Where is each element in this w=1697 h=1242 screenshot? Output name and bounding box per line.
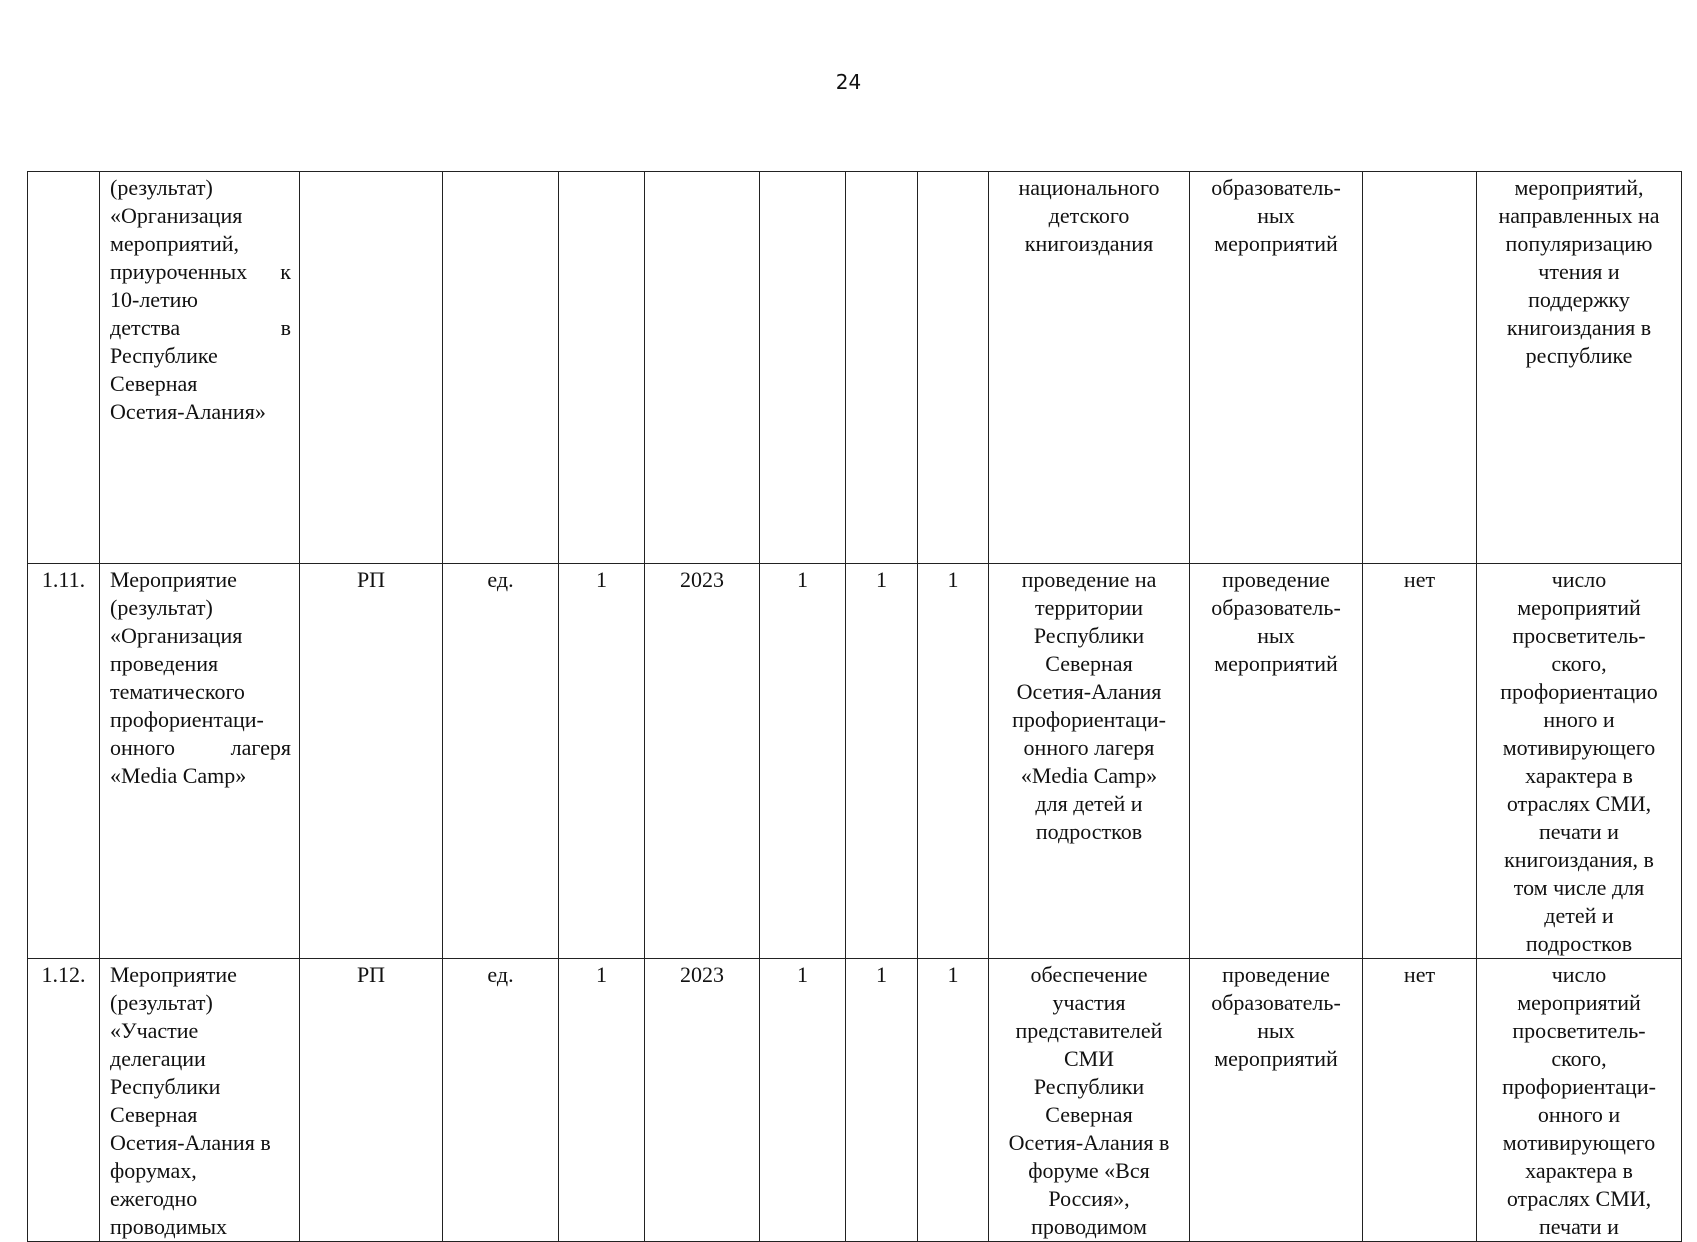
text-line: «Организация bbox=[110, 623, 243, 648]
text-line: «Организация bbox=[110, 203, 243, 228]
text-line: форумах, bbox=[110, 1158, 197, 1183]
cell-value-2025: 1 bbox=[846, 959, 918, 1242]
cell-description bbox=[989, 564, 1190, 959]
text-line: мотивирующего bbox=[1502, 1130, 1656, 1155]
text-line: образователь- bbox=[1211, 595, 1341, 620]
cell-value-2025: 1 bbox=[846, 564, 918, 959]
text-line: проведение bbox=[1222, 567, 1330, 592]
text-line: (результат) bbox=[110, 595, 213, 620]
text-line: онного и bbox=[1537, 1102, 1621, 1127]
cell-base-year: 2023 bbox=[645, 959, 760, 1242]
cell-type: РП bbox=[300, 564, 443, 959]
text-line: ежегодно bbox=[110, 1186, 198, 1211]
text-line: образователь- bbox=[1211, 175, 1341, 200]
text-line: нного и bbox=[1543, 707, 1615, 732]
text-line: национального bbox=[1018, 175, 1160, 200]
text-line: детей и bbox=[1544, 903, 1614, 928]
text-line: книгоиздания bbox=[1024, 231, 1154, 256]
cell-description bbox=[989, 959, 1190, 1242]
text-line: «Media Camp» bbox=[110, 763, 247, 788]
text-line: характера в bbox=[1525, 763, 1633, 788]
text-line: проводимом bbox=[1031, 1214, 1147, 1239]
cell-value-2024 bbox=[760, 172, 846, 564]
text-line: Северная bbox=[1045, 1102, 1133, 1127]
cell-value-2026: 1 bbox=[918, 959, 989, 1242]
cell-value-2026 bbox=[918, 172, 989, 564]
cell-link: нет bbox=[1363, 959, 1477, 1242]
text-line: отраслях СМИ, bbox=[1506, 791, 1652, 816]
text-line: профориентаци- bbox=[110, 707, 264, 732]
text-line: книгоиздания в bbox=[1506, 315, 1652, 340]
cell-kind bbox=[1190, 564, 1363, 959]
text-line: профориентаци- bbox=[1012, 707, 1166, 732]
table-row bbox=[28, 564, 1682, 959]
text-line: мероприятий bbox=[1517, 595, 1641, 620]
text-line: Северная bbox=[110, 1102, 198, 1127]
text-line: проведение на bbox=[1021, 567, 1157, 592]
text-line: территории bbox=[1034, 595, 1144, 620]
cell-unit: ед. bbox=[443, 564, 559, 959]
cell-link bbox=[1363, 172, 1477, 564]
text-line: мероприятий bbox=[1517, 990, 1641, 1015]
cell-number: 1.12. bbox=[28, 959, 100, 1242]
cell-unit bbox=[443, 172, 559, 564]
text-line: представителей bbox=[1015, 1018, 1163, 1043]
text-line: том числе для bbox=[1513, 875, 1645, 900]
cell-type bbox=[300, 172, 443, 564]
cell-indicator bbox=[1477, 564, 1682, 959]
text-line: проведения bbox=[110, 651, 219, 676]
cell-base-value bbox=[559, 172, 645, 564]
text-line: характера в bbox=[1525, 1158, 1633, 1183]
text-line: Осетия-Алания в bbox=[110, 1130, 271, 1155]
cell-measure-name bbox=[100, 564, 300, 959]
text-line: Северная bbox=[110, 371, 198, 396]
text-line: просветитель- bbox=[1512, 623, 1646, 648]
cell-measure-name bbox=[100, 959, 300, 1242]
text-line: тематического bbox=[110, 679, 245, 704]
text-line: Осетия-Алания» bbox=[110, 399, 266, 424]
text-line: онного лагеря bbox=[110, 735, 291, 760]
cell-base-value: 1 bbox=[559, 564, 645, 959]
text-line: детства в bbox=[110, 315, 291, 340]
cell-kind bbox=[1190, 172, 1363, 564]
text-line: профориентаци- bbox=[1502, 1074, 1656, 1099]
cell-link: нет bbox=[1363, 564, 1477, 959]
text-line: Россия», bbox=[1048, 1186, 1130, 1211]
table-row bbox=[28, 959, 1682, 1242]
text-line: печати и bbox=[1539, 819, 1619, 844]
cell-number bbox=[28, 172, 100, 564]
text-line: Республики bbox=[1033, 1074, 1145, 1099]
text-line: Республике bbox=[110, 343, 218, 368]
cell-value-2025 bbox=[846, 172, 918, 564]
cell-kind bbox=[1190, 959, 1363, 1242]
text-line: делегации bbox=[110, 1046, 206, 1071]
cell-indicator bbox=[1477, 959, 1682, 1242]
text-line: форуме «Вся bbox=[1028, 1158, 1150, 1183]
text-line: (результат) bbox=[110, 175, 213, 200]
text-line: онного лагеря bbox=[1023, 735, 1155, 760]
text-line: ных bbox=[1257, 1018, 1295, 1043]
cell-measure-name bbox=[100, 172, 300, 564]
text-line: отраслях СМИ, bbox=[1506, 1186, 1652, 1211]
cell-value-2026: 1 bbox=[918, 564, 989, 959]
text-line: обеспечение bbox=[1030, 962, 1148, 987]
text-line: мероприятий bbox=[1214, 231, 1338, 256]
cell-base-value: 1 bbox=[559, 959, 645, 1242]
text-line: мотивирующего bbox=[1502, 735, 1656, 760]
text-line: поддержку bbox=[1528, 287, 1630, 312]
page-number: 24 bbox=[835, 70, 862, 94]
text-line: детского bbox=[1048, 203, 1130, 228]
text-line: Осетия-Алания в bbox=[1008, 1130, 1170, 1155]
text-line: просветитель- bbox=[1512, 1018, 1646, 1043]
text-line: Северная bbox=[1045, 651, 1133, 676]
text-line: «Участие bbox=[110, 1018, 199, 1043]
text-line: мероприятий, bbox=[1514, 175, 1644, 200]
measures-table bbox=[27, 171, 1682, 1242]
text-line: республике bbox=[1525, 343, 1633, 368]
text-line: ского, bbox=[1551, 1046, 1607, 1071]
text-line: число bbox=[1551, 962, 1607, 987]
text-line: проведение bbox=[1222, 962, 1330, 987]
text-line: «Media Camp» bbox=[1020, 763, 1158, 788]
text-line: популяризацию bbox=[1505, 231, 1653, 256]
table-row bbox=[28, 172, 1682, 564]
text-line: Мероприятие bbox=[110, 962, 237, 987]
text-line: участия bbox=[1052, 990, 1126, 1015]
text-line: Мероприятие bbox=[110, 567, 237, 592]
cell-type: РП bbox=[300, 959, 443, 1242]
text-line: приуроченных к bbox=[110, 259, 291, 284]
cell-unit: ед. bbox=[443, 959, 559, 1242]
text-line: профориентацио bbox=[1500, 679, 1658, 704]
text-line: ных bbox=[1257, 623, 1295, 648]
text-line: ных bbox=[1257, 203, 1295, 228]
cell-base-year: 2023 bbox=[645, 564, 760, 959]
text-line: число bbox=[1551, 567, 1607, 592]
text-line: чтения и bbox=[1538, 259, 1620, 284]
cell-indicator bbox=[1477, 172, 1682, 564]
text-line: 10-летию bbox=[110, 287, 198, 312]
cell-value-2024: 1 bbox=[760, 564, 846, 959]
text-line: Осетия-Алания bbox=[1016, 679, 1162, 704]
text-line: для детей и bbox=[1035, 791, 1143, 816]
text-line: подростков bbox=[1525, 931, 1633, 956]
text-line: подростков bbox=[1035, 819, 1143, 844]
text-line: мероприятий bbox=[1214, 651, 1338, 676]
cell-number: 1.11. bbox=[28, 564, 100, 959]
text-line: (результат) bbox=[110, 990, 213, 1015]
cell-base-year bbox=[645, 172, 760, 564]
text-line: Республики bbox=[110, 1074, 221, 1099]
text-line: мероприятий, bbox=[110, 231, 240, 256]
cell-value-2024: 1 bbox=[760, 959, 846, 1242]
text-line: ского, bbox=[1551, 651, 1607, 676]
text-line: СМИ bbox=[1063, 1046, 1115, 1071]
text-line: проводимых bbox=[110, 1214, 228, 1239]
text-line: печати и bbox=[1539, 1214, 1619, 1239]
text-line: книгоиздания, в bbox=[1504, 847, 1654, 872]
cell-description bbox=[989, 172, 1190, 564]
text-line: мероприятий bbox=[1214, 1046, 1338, 1071]
text-line: направленных на bbox=[1498, 203, 1660, 228]
text-line: Республики bbox=[1033, 623, 1145, 648]
text-line: образователь- bbox=[1211, 990, 1341, 1015]
